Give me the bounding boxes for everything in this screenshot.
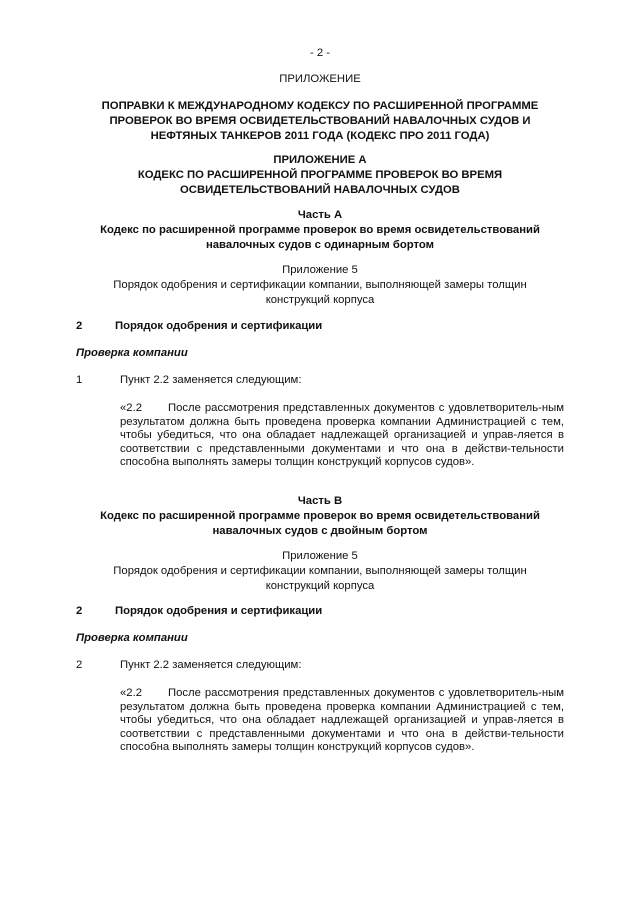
subheading: Проверка компании — [76, 347, 188, 359]
main-title-line: ПОПРАВКИ К МЕЖДУНАРОДНОМУ КОДЕКСУ ПО РАСШИРЕННОЙ ПРОГРАММЕ — [101, 100, 539, 112]
quote-number: «2.2 — [120, 687, 142, 699]
part-title-line: навалочных судов с одинарным бортом — [205, 239, 435, 251]
annex-desc-line: Порядок одобрения и сертификации компании, выполняющей замеры толщин — [113, 279, 527, 291]
main-title-line: НЕФТЯНЫХ ТАНКЕРОВ 2011 ГОДА (КОДЕКС ПРО 2011 ГОДА) — [150, 130, 490, 142]
page-number: - 2 - — [309, 47, 331, 59]
item-number: 1 — [76, 374, 83, 386]
subheading: Проверка компании — [76, 632, 188, 644]
appendix-label: ПРИЛОЖЕНИЕ — [279, 73, 361, 85]
annex-desc-line: конструкций корпуса — [265, 294, 375, 306]
item-text: Пункт 2.2 заменяется следующим: — [120, 374, 302, 386]
annex-desc-line: конструкций корпуса — [265, 580, 375, 592]
part-title-line: Кодекс по расширенной программе проверок во время освидетельствований — [100, 224, 540, 236]
part-a-annex-ref: Приложение 5 — [282, 264, 358, 276]
section-number: 2 — [76, 605, 83, 617]
annex-title-line: ПРИЛОЖЕНИЕ А — [273, 154, 367, 166]
section-title: Порядок одобрения и сертификации — [115, 320, 323, 332]
quote-number: «2.2 — [120, 402, 142, 414]
annex-desc-line: Порядок одобрения и сертификации компании, выполняющей замеры толщин — [113, 565, 527, 577]
annex-title — [76, 153, 564, 198]
part-title-line: Кодекс по расширенной программе проверок во время освидетельствований — [100, 510, 540, 522]
section-title: Порядок одобрения и сертификации — [115, 605, 323, 617]
part-title-line: навалочных судов с двойным бортом — [212, 525, 428, 537]
amendment-quote — [120, 687, 564, 755]
section-number: 2 — [76, 320, 83, 332]
part-b-annex-ref: Приложение 5 — [282, 550, 358, 562]
part-b-title — [76, 509, 564, 539]
part-b-annex-desc — [76, 564, 564, 594]
item-number: 2 — [76, 659, 83, 671]
item-text: Пункт 2.2 заменяется следующим: — [120, 659, 302, 671]
quote-text: После рассмотрения представленных документов с удовлетворитель-ным результатом должна быть проведена проверка компании Администрацией с тем, чтобы убедиться, что она обладает надлежащей организацией и управ-ляется в соответствии с представленными документами и что она в действи-тельности способна выполнять замеры толщин конструкций корпусов судов». — [120, 402, 564, 468]
part-a-title — [76, 223, 564, 253]
part-a-label: Часть А — [297, 209, 343, 221]
amendment-quote — [120, 402, 564, 470]
main-title — [76, 99, 564, 144]
annex-title-line: ОСВИДЕТЕЛЬСТВОВАНИЙ НАВАЛОЧНЫХ СУДОВ — [180, 184, 460, 196]
part-a-annex-desc — [76, 278, 564, 308]
quote-text: После рассмотрения представленных документов с удовлетворитель-ным результатом должна быть проведена проверка компании Администрацией с тем, чтобы убедиться, что она обладает надлежащей организацией и управ-ляется в соответствии с представленными документами и что она в действи-тельности способна выполнять замеры толщин конструкций корпусов судов». — [120, 687, 564, 753]
part-b-label: Часть В — [297, 495, 343, 507]
main-title-line: ПРОВЕРОК ВО ВРЕМЯ ОСВИДЕТЕЛЬСТВОВАНИЙ НАВАЛОЧНЫХ СУДОВ И — [109, 115, 531, 127]
annex-title-line: КОДЕКС ПО РАСШИРЕННОЙ ПРОГРАММЕ ПРОВЕРОК ВО ВРЕМЯ — [137, 169, 503, 181]
